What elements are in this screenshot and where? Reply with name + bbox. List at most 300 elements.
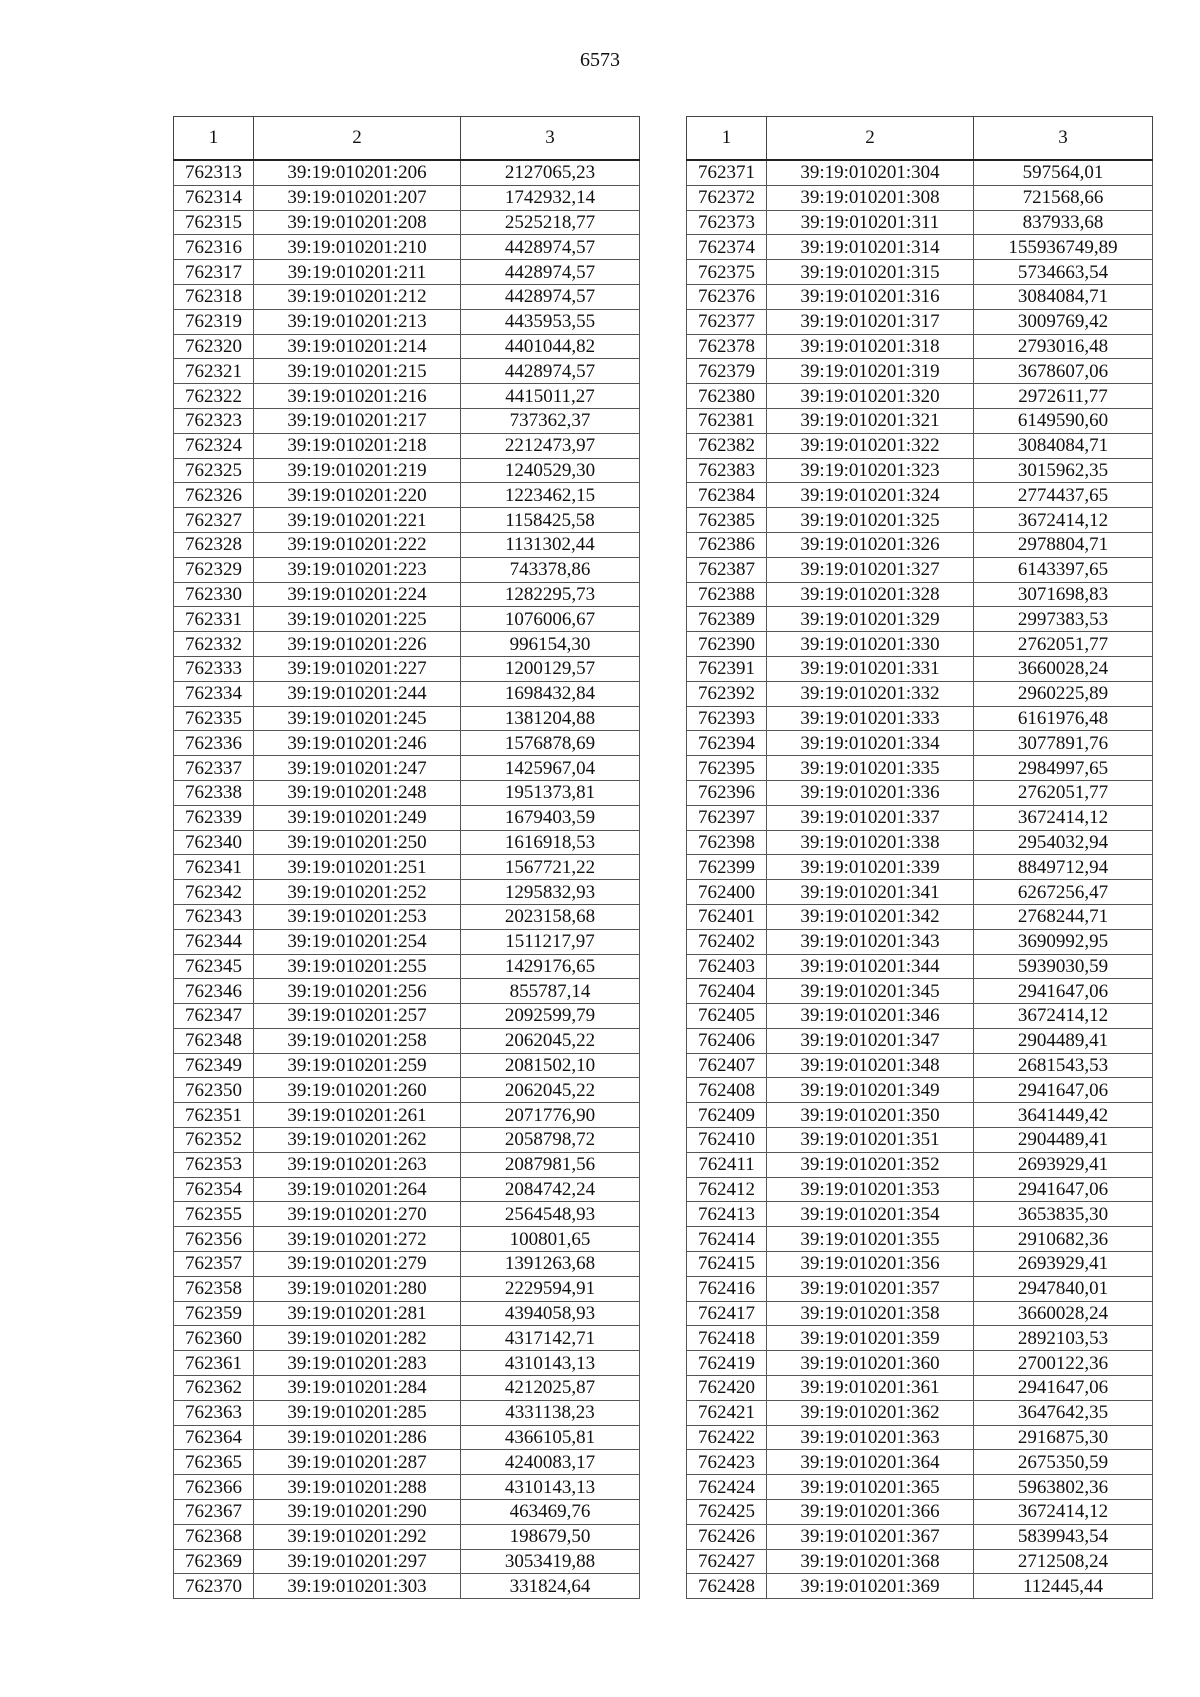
value-cell: 2997383,53 (974, 607, 1153, 632)
row-number-cell: 762399 (687, 855, 767, 880)
table-row (687, 1549, 1153, 1574)
cadastral-number-cell: 39:19:010201:356 (767, 1252, 974, 1277)
value-cell: 2904489,41 (974, 1028, 1153, 1053)
row-number-cell: 762349 (174, 1053, 254, 1078)
cadastral-number-cell: 39:19:010201:219 (254, 458, 461, 483)
cadastral-number-cell: 39:19:010201:368 (767, 1549, 974, 1574)
table-row (687, 756, 1153, 781)
table-row (687, 160, 1153, 185)
row-number-cell: 762393 (687, 706, 767, 731)
value-cell: 2693929,41 (974, 1252, 1153, 1277)
row-number-cell: 762396 (687, 780, 767, 805)
table-row (687, 334, 1153, 359)
value-cell: 4317142,71 (461, 1326, 640, 1351)
cadastral-number-cell: 39:19:010201:207 (254, 185, 461, 210)
table-row (174, 1574, 640, 1599)
row-number-cell: 762331 (174, 607, 254, 632)
row-number-cell: 762362 (174, 1376, 254, 1401)
cadastral-number-cell: 39:19:010201:351 (767, 1128, 974, 1153)
value-cell: 2084742,24 (461, 1177, 640, 1202)
table-row (174, 681, 640, 706)
cadastral-number-cell: 39:19:010201:222 (254, 532, 461, 557)
table-row (687, 681, 1153, 706)
table-row (687, 532, 1153, 557)
cadastral-number-cell: 39:19:010201:256 (254, 979, 461, 1004)
value-cell: 2947840,01 (974, 1276, 1153, 1301)
value-cell: 4401044,82 (461, 334, 640, 359)
table-row (174, 1500, 640, 1525)
row-number-cell: 762414 (687, 1227, 767, 1252)
table-row (174, 557, 640, 582)
row-number-cell: 762363 (174, 1400, 254, 1425)
value-cell: 3672414,12 (974, 508, 1153, 533)
row-number-cell: 762422 (687, 1425, 767, 1450)
cadastral-number-cell: 39:19:010201:323 (767, 458, 974, 483)
value-cell: 2127065,23 (461, 160, 640, 185)
value-cell: 2960225,89 (974, 681, 1153, 706)
value-cell: 2954032,94 (974, 830, 1153, 855)
table-row (687, 805, 1153, 830)
row-number-cell: 762340 (174, 830, 254, 855)
cadastral-number-cell: 39:19:010201:349 (767, 1078, 974, 1103)
cadastral-number-cell: 39:19:010201:358 (767, 1301, 974, 1326)
table-row (174, 1202, 640, 1227)
row-number-cell: 762320 (174, 334, 254, 359)
cadastral-number-cell: 39:19:010201:362 (767, 1400, 974, 1425)
cadastral-number-cell: 39:19:010201:350 (767, 1103, 974, 1128)
row-number-cell: 762376 (687, 284, 767, 309)
value-cell: 837933,68 (974, 210, 1153, 235)
table-row (687, 582, 1153, 607)
row-number-cell: 762316 (174, 235, 254, 260)
value-cell: 996154,30 (461, 632, 640, 657)
value-cell: 1282295,73 (461, 582, 640, 607)
row-number-cell: 762366 (174, 1475, 254, 1500)
table-row (687, 1128, 1153, 1153)
cadastral-number-cell: 39:19:010201:342 (767, 904, 974, 929)
table-row (174, 780, 640, 805)
value-cell: 3672414,12 (974, 1500, 1153, 1525)
table-row (174, 1103, 640, 1128)
row-number-cell: 762325 (174, 458, 254, 483)
row-number-cell: 762427 (687, 1549, 767, 1574)
value-cell: 5839943,54 (974, 1524, 1153, 1549)
table-row (687, 954, 1153, 979)
row-number-cell: 762418 (687, 1326, 767, 1351)
row-number-cell: 762398 (687, 830, 767, 855)
cadastral-number-cell: 39:19:010201:355 (767, 1227, 974, 1252)
table-row (687, 1524, 1153, 1549)
table-row (687, 1028, 1153, 1053)
register-table-right (686, 116, 1153, 1599)
value-cell: 5939030,59 (974, 954, 1153, 979)
value-cell: 2941647,06 (974, 1078, 1153, 1103)
row-number-cell: 762374 (687, 235, 767, 260)
row-number-cell: 762386 (687, 532, 767, 557)
table-row (687, 1227, 1153, 1252)
row-number-cell: 762425 (687, 1500, 767, 1525)
cadastral-number-cell: 39:19:010201:290 (254, 1500, 461, 1525)
table-row (687, 1351, 1153, 1376)
cadastral-number-cell: 39:19:010201:221 (254, 508, 461, 533)
cadastral-number-cell: 39:19:010201:352 (767, 1152, 974, 1177)
row-number-cell: 762324 (174, 433, 254, 458)
row-number-cell: 762379 (687, 359, 767, 384)
row-number-cell: 762335 (174, 706, 254, 731)
value-cell: 6143397,65 (974, 557, 1153, 582)
table-row (687, 979, 1153, 1004)
row-number-cell: 762313 (174, 160, 254, 185)
cadastral-number-cell: 39:19:010201:208 (254, 210, 461, 235)
table-row (687, 1301, 1153, 1326)
cadastral-number-cell: 39:19:010201:360 (767, 1351, 974, 1376)
table-row (174, 756, 640, 781)
column-header-3: 3 (461, 117, 640, 161)
value-cell: 1616918,53 (461, 830, 640, 855)
row-number-cell: 762384 (687, 483, 767, 508)
row-number-cell: 762330 (174, 582, 254, 607)
row-number-cell: 762334 (174, 681, 254, 706)
value-cell: 1391263,68 (461, 1252, 640, 1277)
cadastral-number-cell: 39:19:010201:245 (254, 706, 461, 731)
cadastral-number-cell: 39:19:010201:333 (767, 706, 974, 731)
row-number-cell: 762401 (687, 904, 767, 929)
cadastral-number-cell: 39:19:010201:330 (767, 632, 974, 657)
value-cell: 3647642,35 (974, 1400, 1153, 1425)
row-number-cell: 762359 (174, 1301, 254, 1326)
table-row (687, 780, 1153, 805)
row-number-cell: 762314 (174, 185, 254, 210)
table-row (687, 408, 1153, 433)
value-cell: 3053419,88 (461, 1549, 640, 1574)
value-cell: 3084084,71 (974, 284, 1153, 309)
value-cell: 2525218,77 (461, 210, 640, 235)
row-number-cell: 762355 (174, 1202, 254, 1227)
row-number-cell: 762323 (174, 408, 254, 433)
cadastral-number-cell: 39:19:010201:321 (767, 408, 974, 433)
cadastral-number-cell: 39:19:010201:311 (767, 210, 974, 235)
value-cell: 463469,76 (461, 1500, 640, 1525)
cadastral-number-cell: 39:19:010201:284 (254, 1376, 461, 1401)
row-number-cell: 762368 (174, 1524, 254, 1549)
value-cell: 2762051,77 (974, 632, 1153, 657)
row-number-cell: 762328 (174, 532, 254, 557)
table-row (687, 830, 1153, 855)
cadastral-number-cell: 39:19:010201:213 (254, 309, 461, 334)
row-number-cell: 762357 (174, 1252, 254, 1277)
value-cell: 5963802,36 (974, 1475, 1153, 1500)
cadastral-number-cell: 39:19:010201:359 (767, 1326, 974, 1351)
value-cell: 4428974,57 (461, 284, 640, 309)
value-cell: 2087981,56 (461, 1152, 640, 1177)
cadastral-number-cell: 39:19:010201:286 (254, 1425, 461, 1450)
value-cell: 737362,37 (461, 408, 640, 433)
cadastral-number-cell: 39:19:010201:317 (767, 309, 974, 334)
row-number-cell: 762326 (174, 483, 254, 508)
value-cell: 2681543,53 (974, 1053, 1153, 1078)
cadastral-number-cell: 39:19:010201:279 (254, 1252, 461, 1277)
row-number-cell: 762338 (174, 780, 254, 805)
row-number-cell: 762395 (687, 756, 767, 781)
table-row (174, 607, 640, 632)
value-cell: 1131302,44 (461, 532, 640, 557)
row-number-cell: 762424 (687, 1475, 767, 1500)
table-row (687, 1177, 1153, 1202)
value-cell: 4394058,93 (461, 1301, 640, 1326)
table-row (687, 1004, 1153, 1029)
row-number-cell: 762327 (174, 508, 254, 533)
cadastral-number-cell: 39:19:010201:216 (254, 384, 461, 409)
value-cell: 6161976,48 (974, 706, 1153, 731)
value-cell: 2762051,77 (974, 780, 1153, 805)
value-cell: 3084084,71 (974, 433, 1153, 458)
row-number-cell: 762356 (174, 1227, 254, 1252)
table-row (174, 706, 640, 731)
table-row (687, 656, 1153, 681)
cadastral-number-cell: 39:19:010201:211 (254, 260, 461, 285)
row-number-cell: 762392 (687, 681, 767, 706)
cadastral-number-cell: 39:19:010201:314 (767, 235, 974, 260)
row-number-cell: 762411 (687, 1152, 767, 1177)
cadastral-number-cell: 39:19:010201:331 (767, 656, 974, 681)
cadastral-number-cell: 39:19:010201:257 (254, 1004, 461, 1029)
value-cell: 4415011,27 (461, 384, 640, 409)
cadastral-number-cell: 39:19:010201:224 (254, 582, 461, 607)
row-number-cell: 762345 (174, 954, 254, 979)
cadastral-number-cell: 39:19:010201:250 (254, 830, 461, 855)
table-row (687, 260, 1153, 285)
table-row (687, 1326, 1153, 1351)
table-row (174, 582, 640, 607)
cadastral-number-cell: 39:19:010201:339 (767, 855, 974, 880)
table-row (687, 384, 1153, 409)
row-number-cell: 762390 (687, 632, 767, 657)
cadastral-number-cell: 39:19:010201:252 (254, 880, 461, 905)
cadastral-number-cell: 39:19:010201:280 (254, 1276, 461, 1301)
row-number-cell: 762405 (687, 1004, 767, 1029)
column-header-2: 2 (767, 117, 974, 161)
value-cell: 2700122,36 (974, 1351, 1153, 1376)
value-cell: 198679,50 (461, 1524, 640, 1549)
value-cell: 3015962,35 (974, 458, 1153, 483)
table-row (174, 1028, 640, 1053)
cadastral-number-cell: 39:19:010201:369 (767, 1574, 974, 1599)
row-number-cell: 762315 (174, 210, 254, 235)
value-cell: 5734663,54 (974, 260, 1153, 285)
cadastral-number-cell: 39:19:010201:346 (767, 1004, 974, 1029)
row-number-cell: 762381 (687, 408, 767, 433)
value-cell: 4331138,23 (461, 1400, 640, 1425)
page-number: 6573 (580, 49, 620, 71)
row-number-cell: 762394 (687, 731, 767, 756)
value-cell: 3641449,42 (974, 1103, 1153, 1128)
value-cell: 2793016,48 (974, 334, 1153, 359)
cadastral-number-cell: 39:19:010201:332 (767, 681, 974, 706)
cadastral-number-cell: 39:19:010201:344 (767, 954, 974, 979)
value-cell: 2058798,72 (461, 1128, 640, 1153)
row-number-cell: 762317 (174, 260, 254, 285)
value-cell: 112445,44 (974, 1574, 1153, 1599)
table-row (174, 1053, 640, 1078)
table-row (687, 1078, 1153, 1103)
table-row (687, 1376, 1153, 1401)
value-cell: 3672414,12 (974, 805, 1153, 830)
table-row (174, 458, 640, 483)
cadastral-number-cell: 39:19:010201:247 (254, 756, 461, 781)
cadastral-number-cell: 39:19:010201:283 (254, 1351, 461, 1376)
value-cell: 3672414,12 (974, 1004, 1153, 1029)
value-cell: 1076006,67 (461, 607, 640, 632)
value-cell: 4428974,57 (461, 235, 640, 260)
cadastral-number-cell: 39:19:010201:308 (767, 185, 974, 210)
table-row (174, 1152, 640, 1177)
register-table-left (173, 116, 640, 1599)
row-number-cell: 762369 (174, 1549, 254, 1574)
row-number-cell: 762416 (687, 1276, 767, 1301)
table-row (174, 210, 640, 235)
row-number-cell: 762344 (174, 929, 254, 954)
row-number-cell: 762322 (174, 384, 254, 409)
cadastral-number-cell: 39:19:010201:304 (767, 160, 974, 185)
cadastral-number-cell: 39:19:010201:364 (767, 1450, 974, 1475)
value-cell: 1511217,97 (461, 929, 640, 954)
row-number-cell: 762426 (687, 1524, 767, 1549)
row-number-cell: 762419 (687, 1351, 767, 1376)
cadastral-number-cell: 39:19:010201:361 (767, 1376, 974, 1401)
cadastral-number-cell: 39:19:010201:348 (767, 1053, 974, 1078)
value-cell: 2916875,30 (974, 1425, 1153, 1450)
table-row (174, 1128, 640, 1153)
cadastral-number-cell: 39:19:010201:226 (254, 632, 461, 657)
column-header-1: 1 (687, 117, 767, 161)
table-row (174, 359, 640, 384)
cadastral-number-cell: 39:19:010201:353 (767, 1177, 974, 1202)
table-row (687, 1425, 1153, 1450)
row-number-cell: 762406 (687, 1028, 767, 1053)
table-row (687, 1400, 1153, 1425)
table-row (174, 929, 640, 954)
value-cell: 855787,14 (461, 979, 640, 1004)
value-cell: 2062045,22 (461, 1078, 640, 1103)
row-number-cell: 762388 (687, 582, 767, 607)
row-number-cell: 762341 (174, 855, 254, 880)
table-row (687, 855, 1153, 880)
table-row (687, 1450, 1153, 1475)
row-number-cell: 762423 (687, 1450, 767, 1475)
row-number-cell: 762364 (174, 1425, 254, 1450)
cadastral-number-cell: 39:19:010201:292 (254, 1524, 461, 1549)
cadastral-number-cell: 39:19:010201:287 (254, 1450, 461, 1475)
value-cell: 1158425,58 (461, 508, 640, 533)
cadastral-number-cell: 39:19:010201:324 (767, 483, 974, 508)
cadastral-number-cell: 39:19:010201:357 (767, 1276, 974, 1301)
row-number-cell: 762336 (174, 731, 254, 756)
cadastral-number-cell: 39:19:010201:335 (767, 756, 974, 781)
value-cell: 2062045,22 (461, 1028, 640, 1053)
row-number-cell: 762321 (174, 359, 254, 384)
value-cell: 2972611,77 (974, 384, 1153, 409)
value-cell: 1200129,57 (461, 656, 640, 681)
row-number-cell: 762380 (687, 384, 767, 409)
row-number-cell: 762350 (174, 1078, 254, 1103)
column-header-3: 3 (974, 117, 1153, 161)
value-cell: 1381204,88 (461, 706, 640, 731)
cadastral-number-cell: 39:19:010201:337 (767, 805, 974, 830)
header-row (174, 117, 640, 161)
table-row (687, 309, 1153, 334)
value-cell: 1576878,69 (461, 731, 640, 756)
value-cell: 2675350,59 (974, 1450, 1153, 1475)
value-cell: 3071698,83 (974, 582, 1153, 607)
table-row (174, 632, 640, 657)
table-row (174, 532, 640, 557)
value-cell: 2712508,24 (974, 1549, 1153, 1574)
value-cell: 4212025,87 (461, 1376, 640, 1401)
cadastral-number-cell: 39:19:010201:270 (254, 1202, 461, 1227)
cadastral-number-cell: 39:19:010201:326 (767, 532, 974, 557)
value-cell: 3660028,24 (974, 1301, 1153, 1326)
table-row (174, 1177, 640, 1202)
table-row (687, 731, 1153, 756)
row-number-cell: 762397 (687, 805, 767, 830)
value-cell: 3653835,30 (974, 1202, 1153, 1227)
cadastral-number-cell: 39:19:010201:325 (767, 508, 974, 533)
cadastral-number-cell: 39:19:010201:218 (254, 433, 461, 458)
cadastral-number-cell: 39:19:010201:363 (767, 1425, 974, 1450)
table-row (687, 607, 1153, 632)
cadastral-number-cell: 39:19:010201:244 (254, 681, 461, 706)
row-number-cell: 762360 (174, 1326, 254, 1351)
row-number-cell: 762319 (174, 309, 254, 334)
row-number-cell: 762421 (687, 1400, 767, 1425)
cadastral-number-cell: 39:19:010201:255 (254, 954, 461, 979)
row-number-cell: 762409 (687, 1103, 767, 1128)
value-cell: 2023158,68 (461, 904, 640, 929)
row-number-cell: 762329 (174, 557, 254, 582)
value-cell: 1698432,84 (461, 681, 640, 706)
value-cell: 2081502,10 (461, 1053, 640, 1078)
row-number-cell: 762387 (687, 557, 767, 582)
cadastral-number-cell: 39:19:010201:281 (254, 1301, 461, 1326)
row-number-cell: 762354 (174, 1177, 254, 1202)
table-row (174, 284, 640, 309)
table-row (174, 384, 640, 409)
cadastral-number-cell: 39:19:010201:210 (254, 235, 461, 260)
value-cell: 2892103,53 (974, 1326, 1153, 1351)
value-cell: 1951373,81 (461, 780, 640, 805)
cadastral-number-cell: 39:19:010201:254 (254, 929, 461, 954)
cadastral-number-cell: 39:19:010201:320 (767, 384, 974, 409)
cadastral-number-cell: 39:19:010201:319 (767, 359, 974, 384)
cadastral-number-cell: 39:19:010201:217 (254, 408, 461, 433)
table-row (174, 830, 640, 855)
row-number-cell: 762371 (687, 160, 767, 185)
cadastral-number-cell: 39:19:010201:327 (767, 557, 974, 582)
table-row (174, 656, 640, 681)
row-number-cell: 762420 (687, 1376, 767, 1401)
table-row (687, 880, 1153, 905)
table-row (174, 160, 640, 185)
table-row (174, 1351, 640, 1376)
table-row (174, 979, 640, 1004)
table-row (687, 1202, 1153, 1227)
value-cell: 1679403,59 (461, 805, 640, 830)
cadastral-number-cell: 39:19:010201:318 (767, 334, 974, 359)
value-cell: 1425967,04 (461, 756, 640, 781)
table-row (687, 458, 1153, 483)
row-number-cell: 762407 (687, 1053, 767, 1078)
row-number-cell: 762408 (687, 1078, 767, 1103)
